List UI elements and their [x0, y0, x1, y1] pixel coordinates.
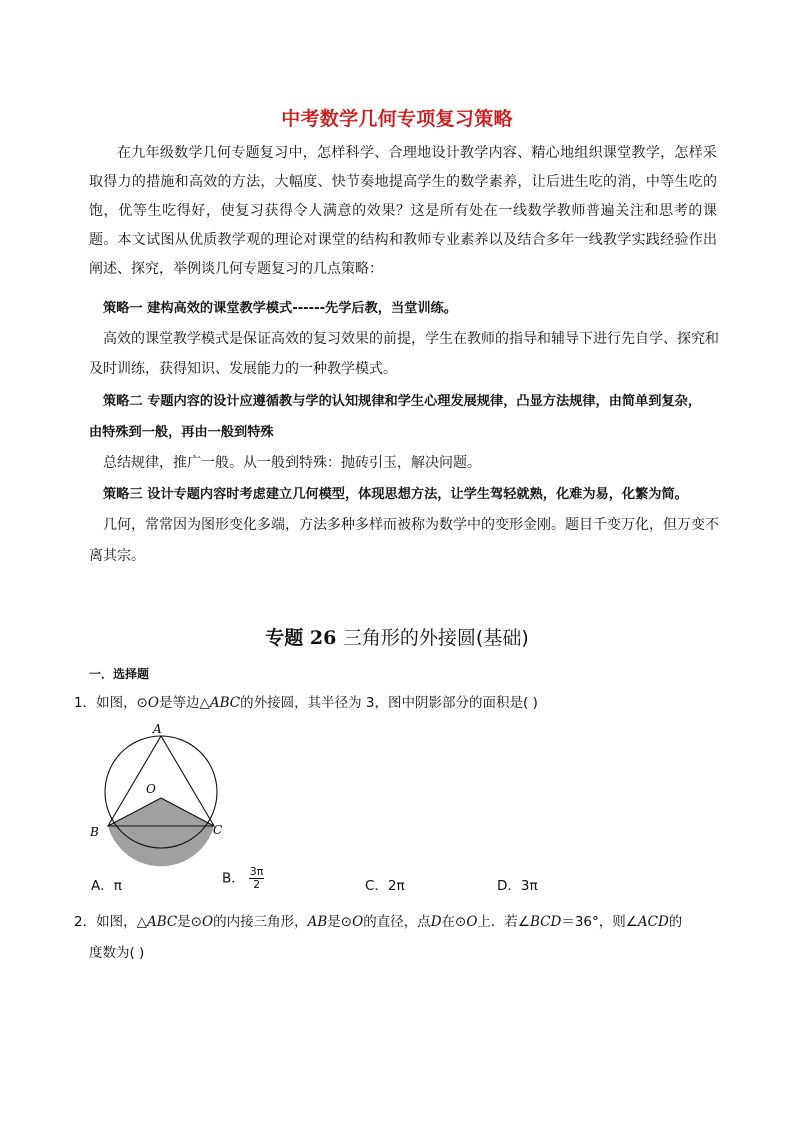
strategy-1-title: 策略一 建构高效的课堂教学模式------先学后教，当堂训练。 — [103, 301, 457, 316]
section-title-prefix: 专题 26 — [265, 627, 337, 649]
question-2-var: BCD — [530, 914, 562, 930]
strategy-3-title: 策略三 设计专题内容时考虑建立几何模型，体现思想方法，让学生驾轻就熟，化难为易，化繁为简。 — [103, 487, 688, 502]
shaded-region — [108, 798, 214, 866]
question-1-text: 的外接圆，其半径为 3，图中阴影部分的面积是( ) — [240, 695, 538, 711]
question-2-text: ＝36°，则∠ — [561, 914, 638, 930]
choice-b-prefix: B． — [222, 870, 245, 887]
strategy-1-body-line-1: 高效的课堂教学模式是保证高效的复习效果的前提，学生在教师的指导和辅导下进行先自学、探究和 — [103, 331, 719, 347]
question-2-text: 如图，△ — [96, 914, 147, 930]
question-2-var: ABC — [146, 914, 178, 930]
label-o: O — [146, 782, 156, 796]
section-title-main: 三角形的外接圆(基础) — [342, 627, 529, 649]
question-2-var: D — [430, 914, 442, 930]
question-2 — [74, 907, 734, 937]
subsection-heading: 一．选择题 — [89, 667, 150, 681]
question-2-text: 上．若∠ — [477, 914, 531, 930]
strategy-2-title-line-2: 由特殊到一般，再由一般到特殊 — [89, 425, 274, 440]
question-2-text: 的直径，点 — [363, 914, 431, 930]
question-1 — [74, 688, 734, 718]
question-2-var: O — [352, 914, 364, 930]
label-c: C — [213, 823, 223, 837]
question-1-figure — [86, 718, 236, 868]
question-2-text: 的 — [668, 914, 683, 930]
label-b: B — [90, 825, 99, 839]
document-title: 中考数学几何专项复习策略 — [281, 108, 513, 130]
question-2-line-2: 度数为( ) — [89, 945, 145, 961]
strategy-3-body-line-1: 几何，常常因为图形变化多端，方法多种多样而被称为数学中的变形金刚。题目千变万化，但万变不 — [103, 517, 719, 533]
question-2-var: AB — [307, 914, 328, 930]
question-2-number: 2． — [74, 914, 97, 930]
question-1-var-abc: ABC — [209, 695, 241, 711]
question-2-text: 的内接三角形， — [213, 914, 308, 930]
choice-c[interactable]: C．2π — [365, 878, 405, 894]
strategy-3-body-line-2: 离其宗。 — [89, 548, 145, 564]
choice-b-denominator: 2 — [253, 878, 261, 891]
question-2-var: O — [466, 914, 478, 930]
question-2-text: 是⊙ — [177, 914, 203, 930]
intro-paragraph: 在九年级数学几何专题复习中，怎样科学、合理地设计教学内容、精心地组织课堂教学，怎样采取得力的措施和高效的方法，大幅度、快节奏地提高学生的数学素养，让后进生吃的消，中等生吃的饱，优等生吃得好，使复习获得令人满意的效果？这是所有处在一线数学教师普遍关注和思考的课题。本文试图从优质教学观的理论对课堂的结构和教师专业素养以及结合多年一线教学实践经验作出阐述、探究，举例谈几何专题复习的几点策略： — [89, 145, 717, 277]
choice-b-fraction — [249, 866, 265, 891]
strategy-2-body: 总结规律，推广一般。从一般到特殊：抛砖引玉，解决问题。 — [103, 455, 481, 471]
strategy-1-body-line-2: 及时训练，获得知识、发展能力的一种教学模式。 — [89, 361, 397, 377]
question-1-var-o: O — [147, 695, 159, 711]
choice-a[interactable]: A．π — [91, 878, 122, 894]
strategy-2-title-line-1: 策略二 专题内容的设计应遵循教与学的认知规律和学生心理发展规律，凸显方法规律，由简单到复杂， — [103, 394, 702, 409]
question-1-number: 1． — [74, 695, 97, 711]
question-2-text: 是⊙ — [327, 914, 353, 930]
question-1-text: 是等边△ — [158, 695, 210, 711]
choice-d[interactable]: D．3π — [497, 878, 538, 894]
question-1-text: 如图，⊙ — [96, 695, 148, 711]
section-title — [0, 623, 794, 650]
question-2-var: O — [202, 914, 214, 930]
question-2-var: ACD — [637, 914, 669, 930]
question-2-text: 在⊙ — [441, 914, 467, 930]
choice-b-numerator: 3π — [249, 865, 264, 878]
label-a: A — [153, 722, 162, 736]
choice-b[interactable] — [222, 866, 264, 891]
